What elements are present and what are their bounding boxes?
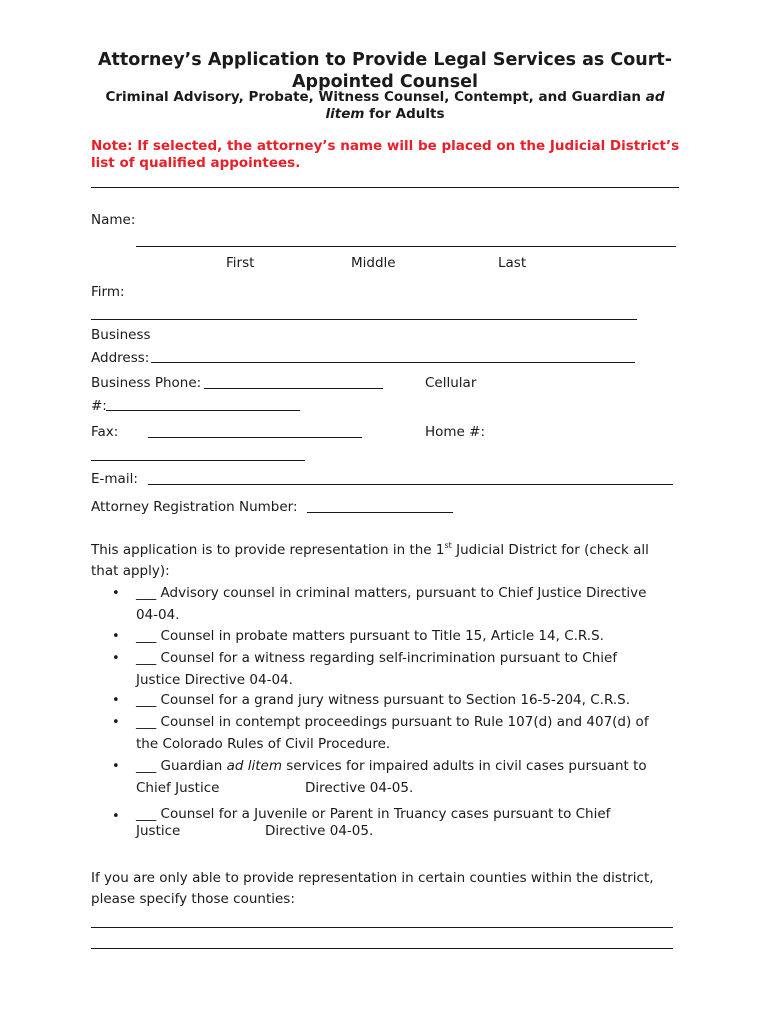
subtitle-text-end: for Adults	[364, 106, 445, 122]
counties-field[interactable]	[91, 927, 673, 928]
item-line: ___ Counsel for a grand jury witness pursuant to Section 16-5-204, C.R.S.	[136, 692, 630, 708]
item-line: Justice Directive 04-04.	[136, 671, 293, 688]
registration-label: Attorney Registration Number:	[91, 499, 298, 515]
item-line: the Colorado Rules of Civil Procedure.	[136, 735, 391, 752]
business-phone-field[interactable]	[204, 388, 383, 389]
item-text: Chief Justice	[136, 779, 220, 796]
item-line: ___ Counsel in contempt proceedings pursuant to Rule 107(d) and 407(d) of	[136, 714, 649, 730]
business-phone-label: Business Phone:	[91, 375, 202, 391]
item-line: ___ Advisory counsel in criminal matters, pursuant to Chief Justice Directive	[136, 585, 647, 601]
checklist-item-witness[interactable]	[136, 648, 676, 691]
checklist-item-truancy[interactable]	[136, 806, 676, 840]
bullet-icon: •	[112, 693, 120, 708]
registration-field[interactable]	[307, 512, 453, 513]
item-text: Justice	[136, 823, 181, 839]
fax-field[interactable]	[148, 437, 362, 438]
counties-field-2[interactable]	[91, 948, 673, 949]
checklist-item-guardian[interactable]	[136, 756, 676, 799]
home-phone-field[interactable]	[91, 460, 305, 461]
fax-label: Fax:	[91, 424, 119, 440]
application-intro	[91, 541, 649, 559]
checklist-item-contempt[interactable]	[136, 712, 676, 755]
name-label: Name:	[91, 212, 136, 228]
cellular-label: Cellular	[425, 375, 477, 391]
bullet-icon: •	[112, 586, 120, 601]
item-line: ___ Counsel for a Juvenile or Parent in Truancy cases pursuant to Chief	[136, 806, 611, 822]
first-name-caption: First	[226, 255, 255, 271]
header-divider	[91, 187, 679, 188]
item-text-end: Directive 04-05.	[305, 779, 414, 796]
item-line: ___ Counsel in probate matters pursuant to Title 15, Article 14, C.R.S.	[136, 628, 604, 644]
checklist-item-grand-jury[interactable]	[136, 690, 676, 712]
counties-prompt: If you are only able to provide representation in certain counties within the district,	[91, 870, 654, 886]
page-subtitle	[100, 89, 670, 123]
intro-superscript: st	[444, 541, 452, 550]
checklist-item-advisory[interactable]	[136, 583, 676, 626]
firm-field[interactable]	[91, 319, 637, 320]
application-intro-line2: that apply):	[91, 563, 170, 579]
item-line	[136, 756, 676, 778]
checklist-item-probate[interactable]	[136, 626, 676, 648]
item-text: ___ Guardian	[136, 758, 227, 774]
intro-text-end: Judicial District for (check all	[451, 542, 649, 558]
item-text-end: services for impaired adults in civil cases pursuant to	[281, 758, 647, 774]
business-address-field[interactable]	[151, 362, 635, 363]
bullet-icon: •	[112, 809, 120, 824]
item-emphasis: ad litem	[226, 758, 282, 774]
bullet-icon: •	[112, 629, 120, 644]
counties-prompt-line2: please specify those counties:	[91, 891, 295, 907]
firm-label: Firm:	[91, 284, 125, 300]
home-phone-label: Home #:	[425, 424, 486, 440]
cellular-field[interactable]	[106, 410, 300, 411]
bullet-icon: •	[112, 651, 120, 666]
business-label: Business	[91, 327, 151, 343]
bullet-icon: •	[112, 759, 120, 774]
item-line: ___ Counsel for a witness regarding self-incrimination pursuant to Chief	[136, 650, 618, 666]
last-name-caption: Last	[498, 255, 527, 271]
subtitle-text: Criminal Advisory, Probate, Witness Counsel, Contempt, and Guardian	[105, 89, 646, 105]
name-field[interactable]	[136, 246, 676, 247]
page-title: Attorney’s Application to Provide Legal Services as Court-Appointed Counsel	[98, 50, 672, 92]
email-field[interactable]	[148, 484, 673, 485]
item-line	[136, 823, 676, 840]
middle-name-caption: Middle	[351, 255, 396, 271]
item-line	[136, 778, 676, 800]
selection-note: Note: If selected, the attorney’s name will be placed on the Judicial District’s list of qualified appointees.	[91, 138, 680, 171]
address-label: Address:	[91, 350, 150, 366]
subtitle-emphasis: ad litem	[325, 89, 665, 122]
bullet-icon: •	[112, 715, 120, 730]
item-text-end: Directive 04-05.	[265, 823, 374, 839]
item-line: 04-04.	[136, 606, 180, 623]
intro-text: This application is to provide representation in the 1	[91, 542, 445, 558]
cellular-hash-label: #:	[91, 398, 107, 414]
email-label: E-mail:	[91, 471, 138, 487]
